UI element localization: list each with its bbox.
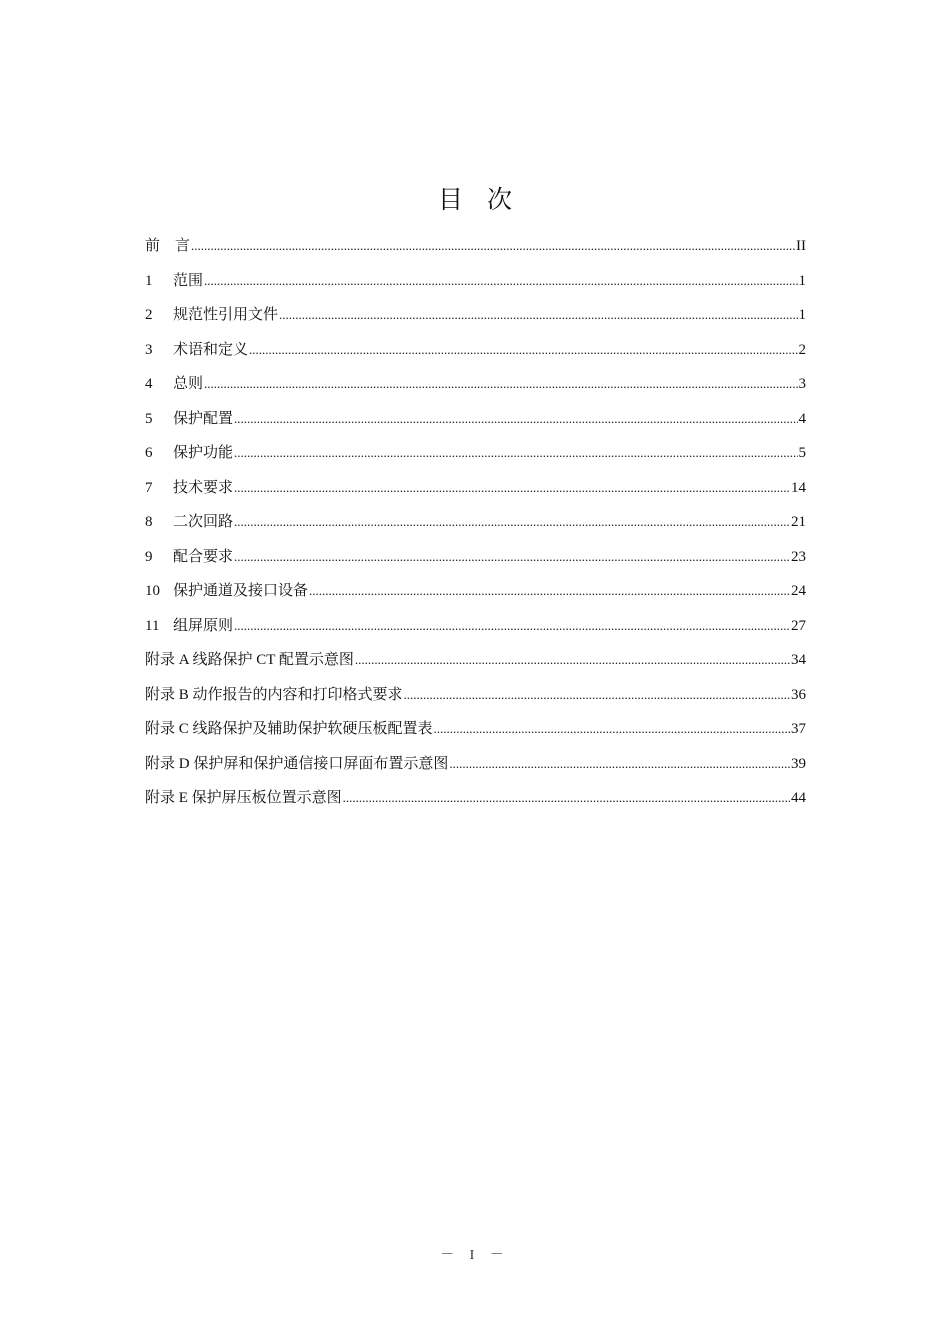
toc-leader-dots xyxy=(434,712,790,747)
toc-entry-title: 规范性引用文件 xyxy=(173,307,279,323)
toc-entry-number: 8 xyxy=(145,514,153,530)
toc-entry-title: 附录 A 线路保护 CT 配置示意图 xyxy=(145,652,354,668)
toc-entry-title: 前 言 xyxy=(145,238,191,254)
toc-leader-dots xyxy=(204,264,797,299)
toc-entry-page: 21 xyxy=(791,514,806,530)
toc-entry-title: 技术要求 xyxy=(173,479,234,496)
toc-leader-dots xyxy=(234,505,790,540)
toc-entry-page: 14 xyxy=(791,479,806,496)
toc-entry-9[interactable] xyxy=(145,540,806,575)
toc-leader-dots xyxy=(449,747,790,782)
toc-leader-dots xyxy=(249,333,797,368)
toc-entry-page: 44 xyxy=(791,790,806,806)
toc-entry-8[interactable] xyxy=(145,505,806,540)
toc-leader-dots xyxy=(204,367,797,402)
toc-entry-10[interactable] xyxy=(145,574,806,609)
table-of-contents xyxy=(145,229,806,816)
toc-entry-number: 9 xyxy=(145,548,153,565)
toc-entry-page: 24 xyxy=(791,583,806,599)
toc-entry-page: 1 xyxy=(798,307,806,323)
toc-entry-page: 36 xyxy=(791,686,806,703)
toc-entry-3[interactable] xyxy=(145,333,806,368)
toc-entry-page: 27 xyxy=(791,617,806,634)
toc-leader-dots xyxy=(404,678,790,713)
toc-entry-number: 11 xyxy=(145,617,160,634)
toc-entry-title: 附录 C 线路保护及辅助保护软硬压板配置表 xyxy=(145,721,433,737)
toc-leader-dots xyxy=(234,471,790,506)
toc-entry-title: 组屏原则 xyxy=(173,617,234,634)
toc-entry-title: 附录 B 动作报告的内容和打印格式要求 xyxy=(145,686,403,703)
toc-entry-appendix-c[interactable] xyxy=(145,712,806,747)
toc-entry-title: 术语和定义 xyxy=(173,341,249,358)
toc-leader-dots xyxy=(234,609,790,644)
toc-leader-dots xyxy=(234,436,797,471)
toc-entry-title: 配合要求 xyxy=(173,548,234,565)
toc-leader-dots xyxy=(309,574,790,609)
page-number: － I － xyxy=(440,1248,510,1263)
toc-entry-title: 总则 xyxy=(173,376,204,392)
toc-leader-dots xyxy=(234,402,797,437)
toc-entry-number: 6 xyxy=(145,445,153,461)
toc-entry-number: 1 xyxy=(145,272,153,289)
toc-entry-6[interactable] xyxy=(145,436,806,471)
toc-entry-appendix-e[interactable] xyxy=(145,781,806,816)
toc-entry-number: 4 xyxy=(145,376,153,392)
toc-entry-1[interactable] xyxy=(145,264,806,299)
toc-entry-number: 3 xyxy=(145,341,153,358)
toc-entry-page: 3 xyxy=(798,376,806,392)
toc-entry-title: 附录 D 保护屏和保护通信接口屏面布置示意图 xyxy=(145,755,449,772)
toc-entry-page: 1 xyxy=(798,272,806,289)
toc-entry-number: 7 xyxy=(145,479,153,496)
toc-entry-appendix-b[interactable] xyxy=(145,678,806,713)
toc-entry-foreword[interactable] xyxy=(145,229,806,264)
toc-entry-title: 保护通道及接口设备 xyxy=(173,583,309,599)
toc-leader-dots xyxy=(343,781,790,816)
toc-leader-dots xyxy=(279,298,797,333)
toc-entry-page: 34 xyxy=(791,652,806,668)
toc-leader-dots xyxy=(234,540,790,575)
toc-entry-number: 10 xyxy=(145,583,160,599)
toc-entry-7[interactable] xyxy=(145,471,806,506)
toc-entry-title: 保护配置 xyxy=(173,410,234,427)
toc-entry-2[interactable] xyxy=(145,298,806,333)
toc-leader-dots xyxy=(191,229,795,264)
toc-entry-title: 附录 E 保护屏压板位置示意图 xyxy=(145,790,342,806)
toc-entry-title: 范围 xyxy=(173,272,204,289)
toc-entry-appendix-d[interactable] xyxy=(145,747,806,782)
toc-leader-dots xyxy=(355,643,790,678)
toc-entry-11[interactable] xyxy=(145,609,806,644)
page-title: 目次 xyxy=(437,185,536,214)
toc-entry-page: 23 xyxy=(791,548,806,565)
toc-entry-page: 5 xyxy=(798,445,806,461)
toc-entry-number: 2 xyxy=(145,307,153,323)
toc-entry-number: 5 xyxy=(145,410,153,427)
toc-entry-page: 2 xyxy=(798,341,806,358)
toc-entry-page: II xyxy=(796,238,806,254)
toc-entry-page: 39 xyxy=(791,755,806,772)
toc-entry-title: 二次回路 xyxy=(173,514,234,530)
toc-entry-5[interactable] xyxy=(145,402,806,437)
toc-entry-page: 37 xyxy=(791,721,806,737)
toc-entry-appendix-a[interactable] xyxy=(145,643,806,678)
toc-entry-page: 4 xyxy=(798,410,806,427)
toc-entry-title: 保护功能 xyxy=(173,445,234,461)
toc-entry-4[interactable] xyxy=(145,367,806,402)
